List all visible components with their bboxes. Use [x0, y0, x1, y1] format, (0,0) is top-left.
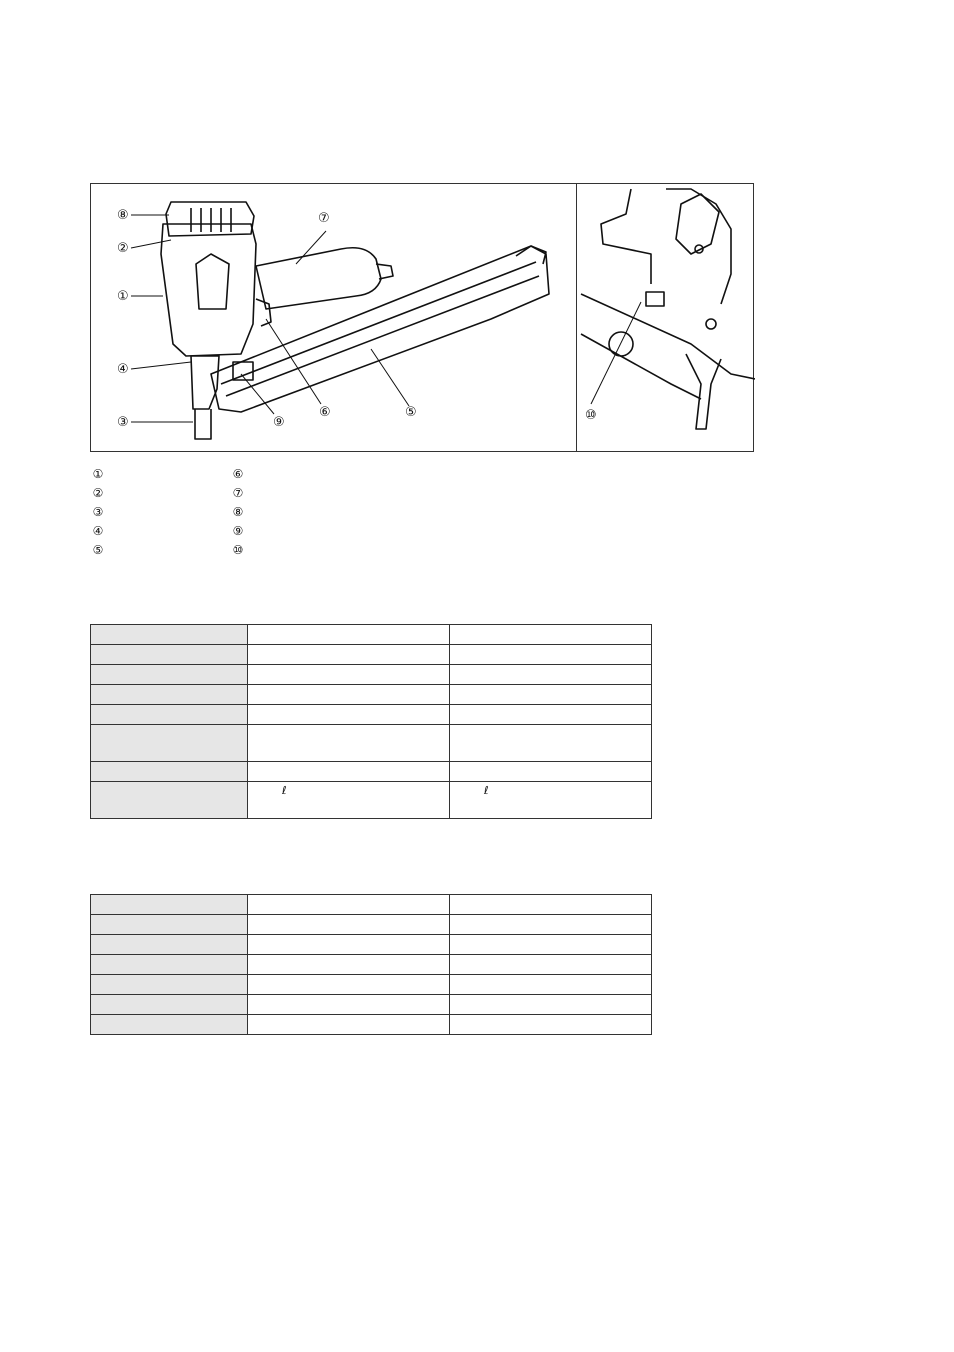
table-row [91, 955, 652, 975]
legend-number: ③ [92, 505, 104, 519]
row-label [91, 725, 248, 762]
cell-a [248, 955, 450, 975]
legend-number: ⑩ [232, 543, 244, 557]
legend-number: ⑤ [92, 543, 104, 557]
legend-item [230, 465, 370, 484]
row-label [91, 685, 248, 705]
cell-a [248, 895, 450, 915]
cap-shape [166, 202, 254, 236]
legend-item [90, 484, 230, 503]
cell-a [248, 935, 450, 955]
row-label [91, 625, 248, 645]
table-row [91, 762, 652, 782]
table-row [91, 915, 652, 935]
table-row [91, 625, 652, 645]
row-label [91, 915, 248, 935]
magazine-shape [211, 246, 549, 412]
row-label [91, 782, 248, 819]
table-row [91, 1015, 652, 1035]
row-label [91, 975, 248, 995]
cell-a [248, 665, 450, 685]
row-label [91, 1015, 248, 1035]
cell-b [450, 1015, 652, 1035]
cell-a: ℓ [248, 782, 450, 819]
cell-a [248, 705, 450, 725]
cell-b [450, 725, 652, 762]
table-row [91, 935, 652, 955]
legend-item [90, 465, 230, 484]
legend-column-right [230, 465, 370, 560]
legend-item [90, 503, 230, 522]
cell-b: ℓ [450, 782, 652, 819]
callout-5: ⑤ [405, 405, 417, 420]
table-row [91, 895, 652, 915]
figure-divider [576, 184, 577, 451]
legend-item [90, 522, 230, 541]
row-label [91, 645, 248, 665]
legend-number: ⑧ [232, 505, 244, 519]
body-shape [161, 224, 256, 356]
spec-table-1 [90, 624, 652, 819]
cell-a [248, 685, 450, 705]
legend-number: ④ [92, 524, 104, 538]
callout-2: ② [117, 241, 129, 256]
cell-b [450, 762, 652, 782]
tool-figure [90, 183, 754, 452]
legend-number: ② [92, 486, 104, 500]
row-label [91, 705, 248, 725]
cell-b [450, 665, 652, 685]
table-row [91, 725, 652, 762]
spec-table-2 [90, 894, 652, 1035]
legend-item [230, 484, 370, 503]
table-row [91, 645, 652, 665]
cell-b [450, 645, 652, 665]
callout-6: ⑥ [319, 405, 331, 420]
table-row [91, 685, 652, 705]
legend-column-left [90, 465, 230, 560]
legend-item [230, 522, 370, 541]
handle-shape [256, 248, 381, 309]
cell-b [450, 995, 652, 1015]
cell-b [450, 625, 652, 645]
legend-item [90, 541, 230, 560]
table-row [91, 705, 652, 725]
row-label [91, 665, 248, 685]
legend-number: ⑨ [232, 524, 244, 538]
callout-4: ④ [117, 362, 129, 377]
cell-b [450, 975, 652, 995]
table-row [91, 782, 652, 819]
callout-3: ③ [117, 415, 129, 430]
legend-number: ⑦ [232, 486, 244, 500]
cell-a [248, 725, 450, 762]
legend-item [230, 503, 370, 522]
cell-a [248, 762, 450, 782]
cell-a [248, 1015, 450, 1035]
legend-number: ⑥ [232, 467, 244, 481]
cell-b [450, 935, 652, 955]
row-label [91, 995, 248, 1015]
table-row [91, 995, 652, 1015]
cell-a [248, 995, 450, 1015]
cell-b [450, 915, 652, 935]
cell-a [248, 975, 450, 995]
row-label [91, 895, 248, 915]
row-label [91, 955, 248, 975]
legend-number: ① [92, 467, 104, 481]
callout-8: ⑧ [117, 208, 129, 223]
callout-7: ⑦ [318, 211, 330, 226]
legend-item [230, 541, 370, 560]
callout-1: ① [117, 289, 129, 304]
row-label [91, 935, 248, 955]
nailer-illustration [91, 184, 755, 453]
cell-a [248, 915, 450, 935]
table-row [91, 665, 652, 685]
cell-b [450, 895, 652, 915]
cell-b [450, 685, 652, 705]
callout-9: ⑨ [273, 415, 285, 430]
row-label [91, 762, 248, 782]
table-row [91, 975, 652, 995]
cell-b [450, 705, 652, 725]
cell-a [248, 645, 450, 665]
cell-a [248, 625, 450, 645]
cell-b [450, 955, 652, 975]
callout-10: ⑩ [585, 408, 597, 423]
